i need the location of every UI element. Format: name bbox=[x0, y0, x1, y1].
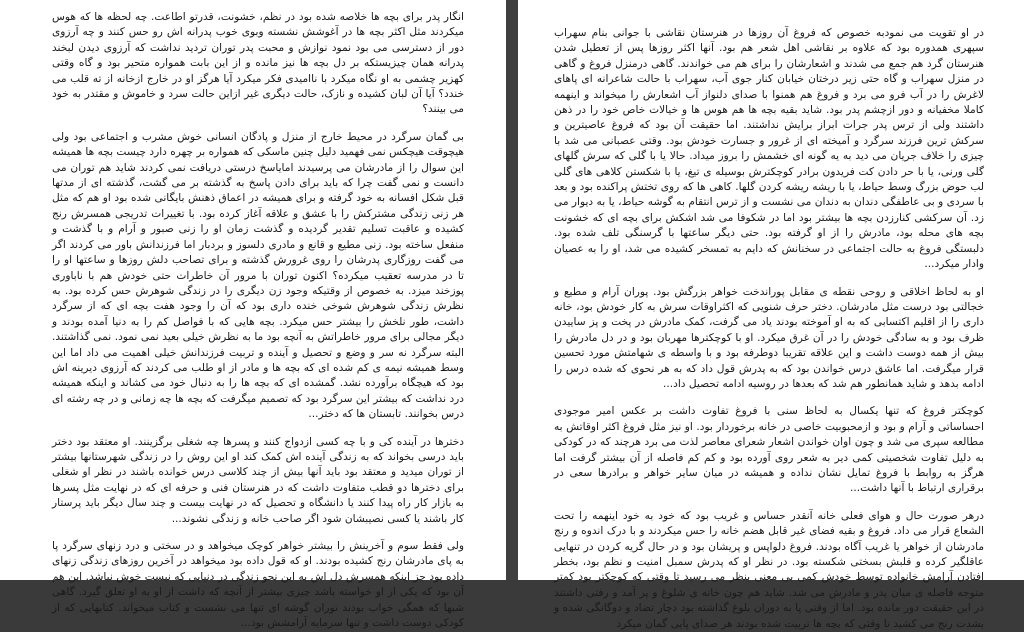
paragraph: درهر صورت حال و هوای فعلی خانه آنقدر حساس و غریب بود که خود به خود اینهمه را تحت الشعاع قرار می داد. فروغ و بقیه فضای غیر قابل هضم خانه را حس میکردند و با درک اندوه و رنج مادرشان از خواهر یا غریب آگاه بودند. فروغ دلواپس و پریشان بود و در حال گریه کردن در تنهایی عاقلگیر کرده و قلبش بسختی شکسته بود. در نظر او که پدرش سمبل امنیت و نظم بود، بخطر افتادن آرامش خانواده توسط خودش کمی بی معنی بنظر می رسید تا وقتی که کوچکتر بود کمتر متوجه فاصله ی میان پدر و مادرش می شد. شاید هم چون خانه ی شلوغ و پر آمد و رفتی داشتند در این حقیقت دور مانده بود. اما از وقتی پا به دوران بلوغ گذاشته بود دچار تضاد و دوگانگی شده و بشدت رنج می کشید تا وقتی که بچه ها تربیت شده بودند هر صدای پایی گمان میکرد bbox=[554, 509, 984, 630]
paragraph: انگار پدر برای بچه ها خلاصه شده بود در نظم، خشونت، قدرتو اطاعت. چه لحظه ها که هوس میکردند مثل اکثر بچه ها در آغوشش نشسته وبوی خوب پدرانه اش رو حس کنند و چه آرزوی دور از دسترسی می بود نمود نوازش و محبت پدر توران تردید نداشت که آرزوی دیدن لبخند پدرانه همان چیزیستکه بر دل بچه ها نیز مانده و از این بابت همواره متحیر بود و گاه وقتی کهزیر چشمی به او نگاه میکرد با ناامیدی فکر میکرد آیا هرگز او در خارج ازخانه از ته قلب می خندد؟ آیا آن لبان کشیده و نازک، حالت دیگری غیر ازاین حالت سرد و خاموش و مقتدر به خود می بینند؟ bbox=[52, 11, 464, 116]
paragraph: دخترها در آینده کی و با چه کسی ازدواج کنند و پسرها چه شغلی برگزینند. او معتقد بود دختر باید درسی بخواند که به زندگی آینده اش کمک کند او این روش را در زندگی شهرستانها بیشتر از توران میدید و معتقد بود باید آنها بیش از چند کلاسی درس خوانده باشند در نظر او شغلی برای دخترها دو قطب متفاوت داشت که در هنرستان فنی و حرفه ای که در نهایت مثل پسرها به بازار کار راه پیدا کنند یا دانشگاه و تحصیل که در نهایت بیست و چند سال دیگر باید پرستار کار باشند یا کسی نصیبشان شود اگر صاحب خانه و زندگی نشوند... bbox=[52, 435, 464, 525]
page-right bbox=[518, 0, 1024, 630]
paragraph: در او تقویت می نمودبه خصوص که فروغ آن روزها در هنرستان نقاشی با جوانی بنام سهراب سپهری همدوره بود که علاوه بر نقاشی اهل شعر هم بود. آنها اکثر روزها پس از تعطیل شدن هنرستان گرد هم جمع می شدند و اشعارشان را برای هم می خواندند. گاهی درمنزل فروغ و گاهی در منزل سهراب و گاه حتی زیر درختان خیابان کنار جوی آب، سهراب با حالت شاعرانه ای پاهای لاغرش را در آب فرو می برد و فروغ هم همنوا با صدای دلنواز آب اشعارش را میخواند و اینهمه کاملا مخفیانه و دور ازچشم پدر بود. شاید بقیه بچه ها هم هوس ها و خیالات خاص خود را در ذهن داشتند ولی از ترس پدر جرات ابراز برایش نداشتند. اما حقیقت آن بود که فروغ عاصیترین و سرکش ترین فرزند سرگرد و آمیخته ای از غرور و جسارت خودش بود. وقتی عصبانی می شد با چیزی را خلاف جریان می دید به یه گونه ای خشمش را بروز میداد. حالا یا با گلی که سرش گلهای گلی ورنی، یا با حر دادن کت فریدون برادر کوچکترش بوسیله ی تیغ، یا با شکستن کلاهی های گلی لب حوض بزرگ وسط حیاط، یا با ریشه ریشه کردن گلها. کاهی ها که روی تختش پراکنده بود و بعد با سردی و بی عاطفگی دندان به دندان می نشست و از ترس انتقام به گوشه حیاط، یا به دیوار می زد. آن سرکشی کنارزدن بچه ها بیشتر بود اما در شکوفا می شد اشکش برای بچه ای که خشونت بچه های محله بود، مادرش را از او گرفته بود. حتی دیگر ساعتها با گرسنگی تلف شده بود. دلبستگی فروغ به حالت اجتماعی در سخنانش که دایم به تمسخر کشیده می شد، او را به عصیان وادار میکرد... bbox=[554, 27, 984, 271]
page-left bbox=[0, 0, 506, 630]
paragraph: او به لحاظ اخلاقی و روحی نقطه ی مقابل پوراندخت خواهر بزرگش بود. پوران آرام و مطیع و خجالتی بود درست مثل مادرشان. دختر حرف شنویی که اکثراوقات سرش به کار خودش بود، خانه داری را از اقلیم اکتسابی که به او آموخته بودند یاد می گرفت، کمک مادرش در پخت و پز ساییدن ظرف بود و به سادگی خودش را در آن غرق میکرد. او با کوچکترها مهربان بود و در دل مادرش را بیش از همه دوست داشت و این علاقه تقریبا دوطرفه بود و با واسطه ی شهامتش مورد تحسین قرار میگرفت. اما عاشق درس خواندن بود که به پدرش قول داد که به هر نحوی که شده درس را ادامه بدهد و شاید همانطور هم شد که بعدها در روسیه ادامه تحصیل داد... bbox=[554, 285, 984, 390]
paragraph: بی گمان سرگرد در محیط خارج از منزل و پادگان انسانی خوش مشرب و اجتماعی بود ولی هیچوقت هیچکس نمی فهمید دلیل چنین ماسکی که همواره بر چهره دارد چیست بچه ها همیشه این سوال را از مادرشان می پرسیدند امایاسخ درستی دریافت نمی کردند شاید هم توران می دانست و نمی گفت چرا که باید برای دادن پاسخ به گذشته بر می گشت، گذشته ای از مدتها قبل شکل افسانه به خود گرفته و برای همیشه در اعماق ذهنش بایگانی شده بود او هم که مثل هر زنی زندگی مشترکش را با عشق و علاقه آغاز کرده بود. با تغییرات تدریجی همسرش رنج کشیده و عاقبت تسلیم تقدیر گردیده و گذشت زمان او را زنی صبور و آرام و با گذشت و منفعل ساخته بود. زنی مطیع و قانع و مادری دلسوز و بردبار اما فرزندانش باور می کردند اگر می گفت روزگاری پدرشان را روی غرورش گذشته و برای تصاحب دلش روزها و ساعتها او را تا در مدرسه تعقیب میکرده؟ اکنون توران با مرور آن خاطرات حتی خودش هم با ناباوری پوزخند میزد. به خصوص از وقتیکه وجود زن دیگری را در زندگی شوهرش حس کرده بود. به نظرش زندگی شوهرش شوخی خنده داری بود که آن را وجود هفت بچه ای که از سرگرد داشت، طور نلخش را بیشتر حس میکرد. بچه هایی که با فواصل کم را به دنیا آمده بودند و دیگر مجالی برای مرور خاطراتش به آنچه بود ما به نظرش خیلی بعید نمی نمود. نمی گذاشتند. البته سرگرد نه سر و وضع و تحصیل و آینده و تربیت فرزندانش خیلی اهمیت می داد اما این وسط همیشه نیمه ی کم شده ای که بچه ها و مادر از او طلب می کردند که آرزوی دیرینه اش بود که هیچگاه برآورده نشد. گمشده ای که بچه ها را به دنبال خود می کشاند و اینکه همیشه درد نداشت که بیشتر این سرگرد بود که تصمیم میگرفت که بچه ها چه زمانی و در چه رشته ای درس بخوانند. تابستان ها که دختر... bbox=[52, 130, 464, 421]
page-divider bbox=[506, 0, 518, 580]
paragraph: کوچکتر فروغ که تنها یکسال به لحاظ سنی با فروغ تفاوت داشت بر عکس امیر موجودی احساساتی و آرام و بود و ازمحبوبیت خاصی در خانه برخوردار بود. او نیز مثل فروغ اکثر اوقاتش به مطالعه سپری می شد و چون اوان خواندن اشعار شعرای معاصر لذت می برد هرچند که در کودکی به دلیل تفاوت شخصیتی کمی دیر به شعر روی آورده بود و کم کم فاصله از آن بیشتر گرفت اما هرگز به روابط با فروغ تمایل نشان نداده و همیشه در میان سایر خواهر و برادرها سعی در برقراری ارتباط با آنها داشت... bbox=[554, 405, 984, 495]
paragraph: ولی فقط سوم و آخرینش را بیشتر خواهر کوچک میخواهد و در سختی و درد زنهای سرگرد پا به پای مادرشان رنج کشیده بودند. او که قول داده بود میخواهد در آخرین روزهای زندگی زنهای داده بود جز اینکه همسرش دل اش به این نحو زندگی در دنیایی که نیست خوش نباشد. این هم آن بود که یکی از او خواسته باشد چیزی بیشتر از آنچه که داشت از او به او تعلق گیرد. گاهی شبها که همگی خواب بودند توران گوشه ای تنها می نشست و کتاب میخواند. کتابهایی که از کودکی دوست داشت و تنها سرمایه آرامشش بود... bbox=[52, 540, 464, 630]
